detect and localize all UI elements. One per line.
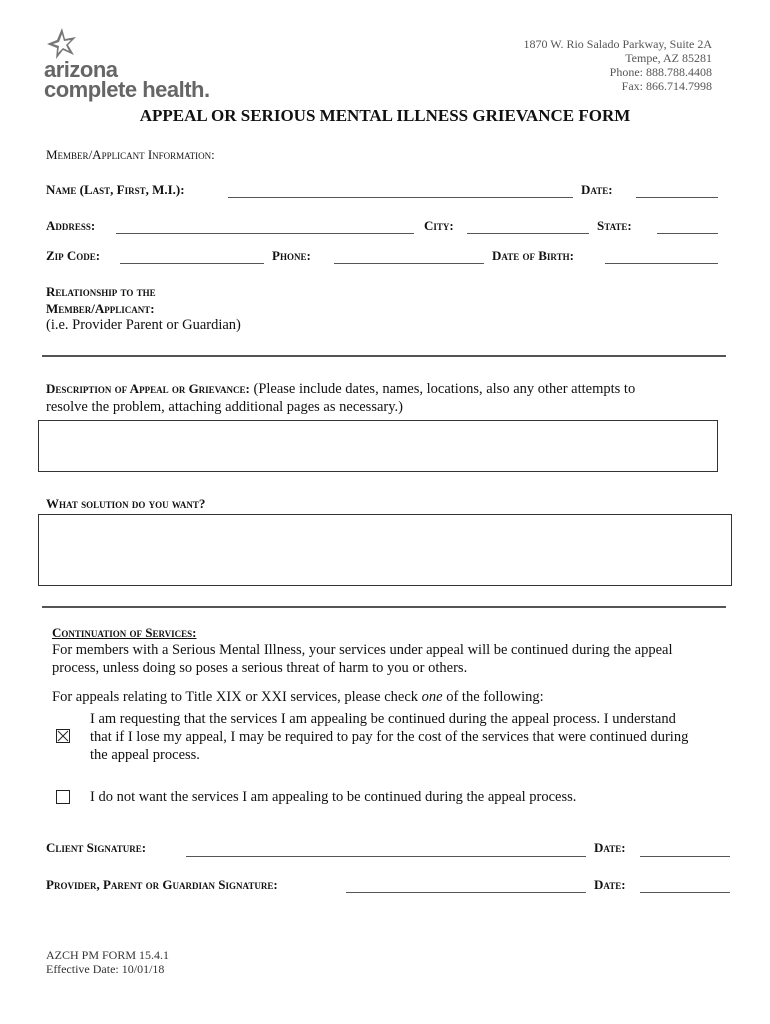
state-field[interactable]	[657, 233, 718, 234]
option-2-text: I do not want the services I am appealing to be continued during the appeal process.	[90, 789, 577, 805]
address-block	[412, 37, 712, 93]
provider-date-field[interactable]	[640, 892, 730, 893]
provider-date-label: Date:	[594, 877, 626, 892]
logo-line-1: arizona	[44, 57, 118, 82]
option-1-line-2: that if I lose my appeal, I may be required to pay for the cost of the services that were continued during	[90, 729, 689, 745]
divider-1	[42, 355, 726, 357]
logo-line-2: complete health.	[44, 77, 210, 102]
footer-effective-date: Effective Date: 10/01/18	[46, 962, 165, 976]
client-date-field[interactable]	[640, 856, 730, 857]
phone-label: Phone:	[272, 248, 311, 263]
continuation-p2b: of the following:	[442, 689, 544, 705]
option-1-line-1: I am requesting that the services I am appealing be continued during the appeal process. I understand	[90, 711, 676, 727]
footer	[46, 948, 169, 976]
footer-form-number: AZCH PM FORM 15.4.1	[46, 948, 170, 962]
x-mark-icon	[57, 730, 69, 742]
description-box[interactable]	[38, 420, 718, 472]
member-section-heading: Member/Applicant Information:	[46, 147, 215, 162]
continuation-p2em: one	[421, 689, 443, 705]
relationship-label-2: Member/Applicant:	[46, 301, 155, 316]
client-signature-field[interactable]	[186, 856, 586, 857]
zip-field[interactable]	[120, 263, 264, 264]
client-signature-label: Client Signature:	[46, 840, 147, 855]
description-text	[46, 380, 726, 416]
address-label: Address:	[46, 218, 96, 233]
solution-label: What solution do you want?	[46, 496, 206, 511]
relationship-label-1: Relationship to the	[46, 284, 156, 299]
description-label: Description of Appeal or Grievance:	[46, 381, 250, 396]
city-label: City:	[424, 218, 454, 233]
name-label: Name (Last, First, M.I.):	[46, 182, 185, 197]
name-field[interactable]	[228, 197, 573, 198]
solution-box[interactable]	[38, 514, 732, 586]
dob-label: Date of Birth:	[492, 248, 574, 263]
logo	[44, 26, 210, 106]
client-date-label: Date:	[594, 840, 626, 855]
option-1-text	[90, 710, 740, 764]
provider-signature-field[interactable]	[346, 892, 586, 893]
address-field[interactable]	[116, 233, 414, 234]
zip-label: Zip Code:	[46, 248, 101, 263]
option-1-line-3: the appeal process.	[90, 747, 200, 763]
state-label: State:	[597, 218, 632, 233]
description-text-2: resolve the problem, attaching additional pages as necessary.)	[46, 399, 403, 415]
phone-field[interactable]	[334, 263, 484, 264]
option-2-checkbox[interactable]	[56, 790, 70, 804]
address-phone: Phone: 888.788.4408	[609, 65, 712, 79]
address-fax: Fax: 866.714.7998	[621, 79, 712, 93]
relationship-hint: (i.e. Provider Parent or Guardian)	[46, 317, 241, 333]
dob-field[interactable]	[605, 263, 718, 264]
address-city: Tempe, AZ 85281	[625, 51, 712, 65]
description-text-1: (Please include dates, names, locations, also any other attempts to	[249, 381, 636, 397]
option-1-checkbox[interactable]	[56, 729, 70, 743]
continuation-heading: Continuation of Services:	[52, 625, 197, 640]
continuation-p1a: For members with a Serious Mental Illness, your services under appeal will be continued during the appeal	[52, 642, 673, 658]
form-title: APPEAL OR SERIOUS MENTAL ILLNESS GRIEVANCE FORM	[139, 106, 631, 125]
provider-signature-label: Provider, Parent or Guardian Signature:	[46, 877, 278, 892]
date-field[interactable]	[636, 197, 718, 198]
continuation-p1b: process, unless doing so poses a serious threat of harm to you or others.	[52, 660, 468, 676]
address-street: 1870 W. Rio Salado Parkway, Suite 2A	[523, 37, 712, 51]
divider-2	[42, 606, 726, 608]
city-field[interactable]	[467, 233, 589, 234]
date-label: Date:	[581, 182, 613, 197]
continuation-paragraph-2	[52, 688, 732, 706]
continuation-p2a: For appeals relating to Title XIX or XXI services, please check	[52, 689, 422, 705]
continuation-paragraph-1	[52, 641, 732, 677]
